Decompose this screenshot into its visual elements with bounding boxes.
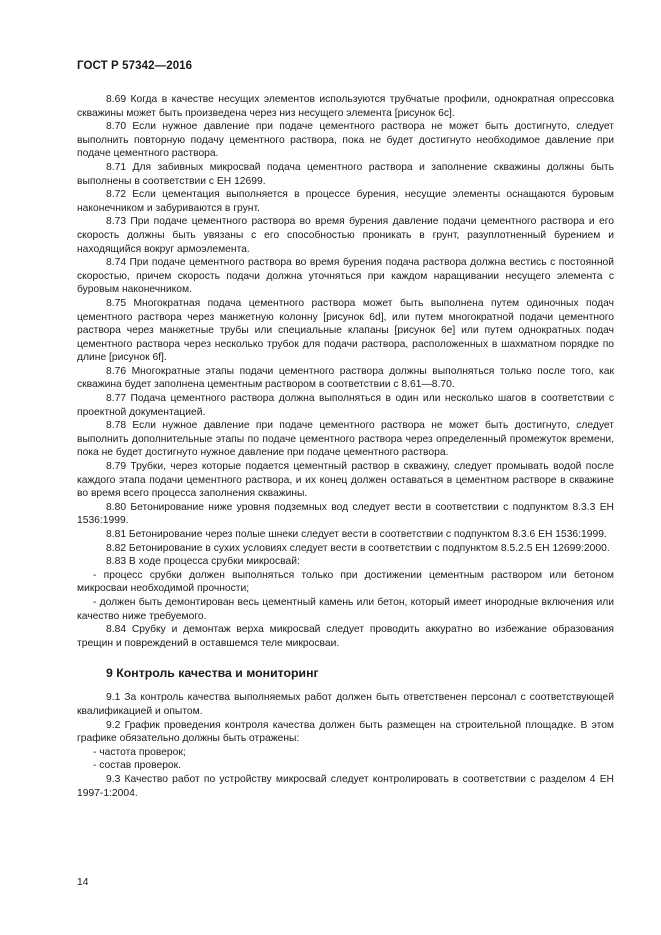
clause-8-73: 8.73 При подаче цементного раствора во время бурения давление подачи цементного раствора и его скорость должны быть увязаны с его способностью проникать в грунт, разуплотненный бурением и находящийся вокруг армоэлемента. bbox=[77, 216, 614, 255]
clause-8-75: 8.75 Многократная подача цементного раствора может быть выполнена путем одиночных подач цементного раствора через манжетную колонну [рисунок 6d], или путем многократной подачи цементного раствора через манжетные трубы или специальные клапаны [рисунок 6e] или путем однократных подач цементного раствора через несколько трубок для подачи раствора, расположенных в шахматном порядке по длине [рисунок 6f]. bbox=[77, 297, 614, 364]
clause-8-77: 8.77 Подача цементного раствора должна выполняться в один или несколько шагов в соответствии с проектной документацией. bbox=[77, 393, 614, 418]
document-body bbox=[77, 93, 614, 800]
clause-9-2-item-2: - состав проверок. bbox=[93, 760, 182, 772]
clause-8-83-item-2: - должен быть демонтирован весь цементный камень или бетон, который имеет инородные включения или качество ниже требуемого. bbox=[77, 596, 614, 622]
clause-8-79: 8.79 Трубки, через которые подается цементный раствор в скважину, следует промывать водой после каждого этапа подачи цементного раствора, и их конец должен оставаться в цементном растворе в скважине во время всего процесса заполнения скважины. bbox=[77, 461, 614, 500]
clause-8-83-item-1: - процесс срубки должен выполняться только при достижении цементным раствором или бетоном микросваи необходимой прочности; bbox=[77, 569, 614, 595]
clause-8-81: 8.81 Бетонирование через полые шнеки следует вести в соответствии с подпунктом 8.3.6 ЕН 1536:1999. bbox=[106, 529, 607, 540]
clause-8-70: 8.70 Если нужное давление при подаче цементного раствора не может быть достигнуто, следует выполнить повторную подачу цементного раствора, пока не будет достигнуто необходимое давление при подаче цементного раствора. bbox=[77, 121, 614, 160]
clause-8-76: 8.76 Многократные этапы подачи цементного раствора должны выполняться только после того, как скважина будет заполнена цементным раствором в соответствии с 8.61—8.70. bbox=[77, 365, 614, 391]
section-9-title: 9 Контроль качества и мониторинг bbox=[106, 666, 319, 681]
clause-8-78: 8.78 Если нужное давление при подаче цементного раствора не может быть достигнуто, следует выполнить дополнительные этапы по подаче цементного раствора через определенный промежуток времени, пока не будет достигнуто нужное давление при подаче цементного раствора. bbox=[77, 420, 614, 459]
document-header: ГОСТ Р 57342—2016 bbox=[77, 60, 193, 72]
clause-8-80: 8.80 Бетонирование ниже уровня подземных вод следует вести в соответствии с подпунктом 8.3.3 ЕН 1536:1999. bbox=[77, 501, 614, 527]
clause-8-83: 8.83 В ходе процесса срубки микросвай: bbox=[106, 556, 300, 568]
clause-8-82: 8.82 Бетонирование в сухих условиях следует вести в соответствии с подпунктом 8.5.2.5 ЕН 12699:2000. bbox=[106, 542, 610, 554]
clause-8-74: 8.74 При подаче цементного раствора во время бурения подача раствора должна вестись с постоянной скоростью, причем скорость подачи должна уточняться при каждом наращивании несущего элемента с буровым наконечником. bbox=[77, 257, 614, 296]
page-number: 14 bbox=[77, 877, 89, 888]
clause-8-69: 8.69 Когда в качестве несущих элементов используются трубчатые профили, однократная опрессовка скважины может быть произведена через низ несущего элемента [рисунок 6c]. bbox=[77, 94, 614, 119]
clause-9-2-item-1: - частота проверок; bbox=[93, 746, 186, 758]
clause-8-71: 8.71 Для забивных микросвай подача цементного раствора и заполнение скважины должны быть выполнены в соответствии с ЕН 12699. bbox=[77, 161, 614, 187]
clause-9-2: 9.2 График проведения контроля качества должен быть размещен на строительной площадке. В этом графике обязательно должны быть отражены: bbox=[77, 719, 614, 745]
clause-9-3: 9.3 Качество работ по устройству микросвай следует контролировать в соответствии с разделом 4 ЕН 1997-1:2004. bbox=[77, 773, 614, 799]
clause-9-1: 9.1 За контроль качества выполняемых работ должен быть ответственен персонал с соответствующей квалификацией и опытом. bbox=[77, 692, 614, 717]
clause-8-84: 8.84 Срубку и демонтаж верха микросвай следует проводить аккуратно во избежание образования трещин и повреждений в оставшемся теле микросваи. bbox=[77, 624, 614, 649]
clause-8-72: 8.72 Если цементация выполняется в процессе бурения, несущие элементы оснащаются буровым наконечником и забуриваются в грунт. bbox=[77, 189, 614, 214]
